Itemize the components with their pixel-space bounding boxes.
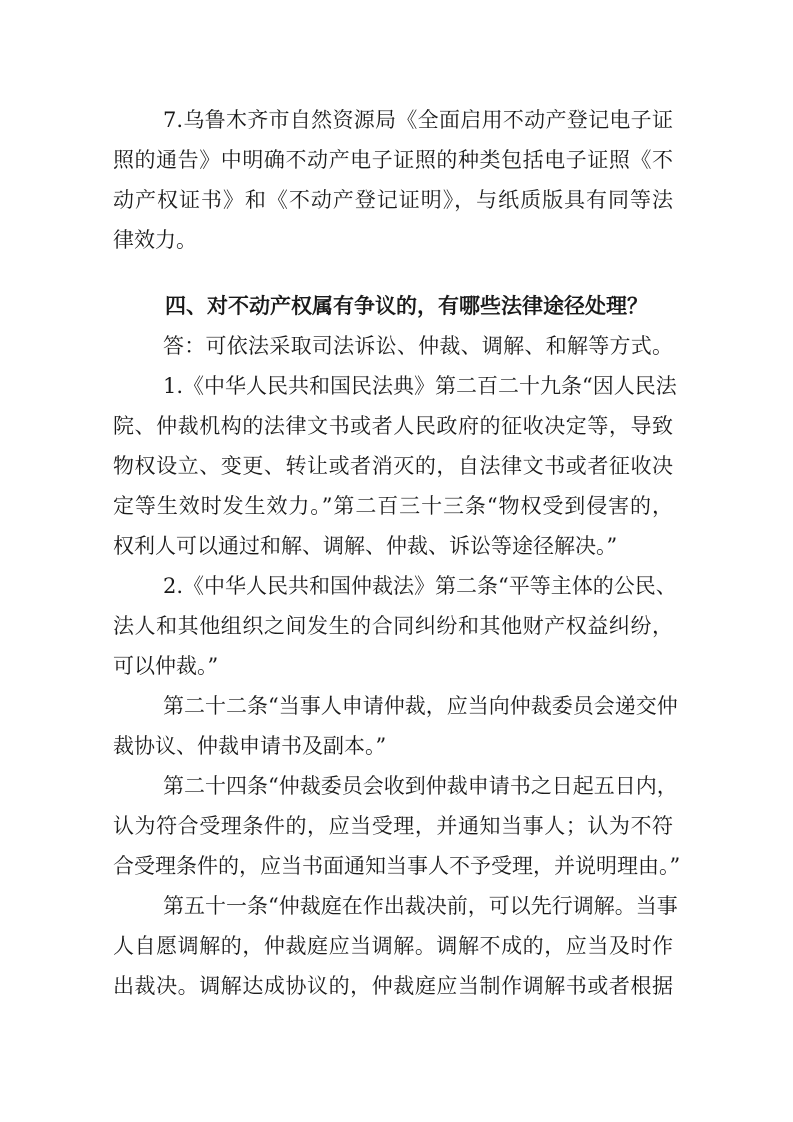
article-22-line-2: 裁协议、仲裁申请书及副本。” [113,734,387,758]
article-51-line-2: 人自愿调解的，仲裁庭应当调解。调解不成的，应当及时作 [113,934,673,958]
paragraph-7-line-2: 照的通告》中明确不动产电子证照的种类包括电子证照《不 [113,148,673,172]
section-4-heading: 四、对不动产权属有争议的，有哪些法律途径处理？ [165,294,648,318]
paragraph-7-line-3: 动产权证书》和《不动产登记证明》，与纸质版具有同等法 [113,188,673,212]
item-1-line-1: 1.《中华人民共和国民法典》第二百二十九条“因人民法 [163,374,677,398]
section-4-answer: 答：可依法采取司法诉讼、仲裁、调解、和解等方式。 [163,334,673,358]
item-1-line-5: 权利人可以通过和解、调解、仲裁、诉讼等途径解决。” [113,534,618,558]
item-2-line-2: 法人和其他组织之间发生的合同纠纷和其他财产权益纠纷， [113,614,673,638]
article-51-line-3: 出裁决。调解达成协议的，仲裁庭应当制作调解书或者根据 [113,974,673,998]
article-51-line-1: 第五十一条“仲裁庭在作出裁决前，可以先行调解。当事 [163,894,678,918]
item-2-line-1: 2.《中华人民共和国仲裁法》第二条“平等主体的公民、 [163,574,677,598]
item-1-line-2: 院、仲裁机构的法律文书或者人民政府的征收决定等，导致 [113,414,673,438]
article-24-line-2: 认为符合受理条件的，应当受理，并通知当事人；认为不符 [113,814,673,838]
item-2-line-3: 可以仲裁。” [113,654,219,678]
article-24-line-1: 第二十四条“仲裁委员会收到仲裁申请书之日起五日内， [163,774,678,798]
article-24-line-3: 合受理条件的，应当书面通知当事人不予受理，并说明理由。” [113,854,681,878]
paragraph-7-line-1: 7.乌鲁木齐市自然资源局《全面启用不动产登记电子证 [163,108,673,132]
item-1-line-3: 物权设立、变更、转让或者消灭的，自法律文书或者征收决 [113,454,673,478]
paragraph-7-line-4: 律效力。 [113,228,197,252]
item-1-line-4: 定等生效时发生效力。”第二百三十三条“物权受到侵害的， [113,494,673,518]
article-22-line-1: 第二十二条“当事人申请仲裁，应当向仲裁委员会递交仲 [163,694,678,718]
